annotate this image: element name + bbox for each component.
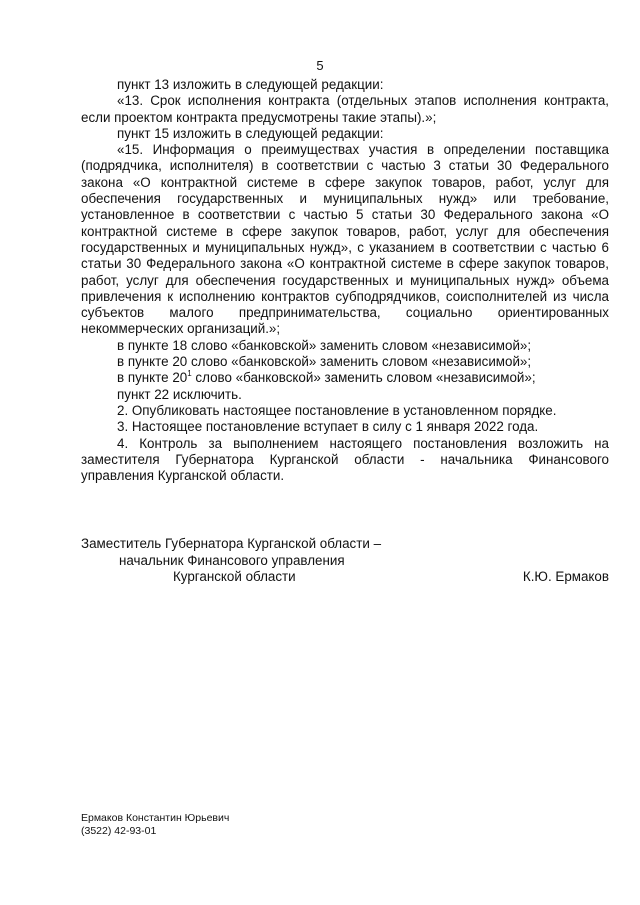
executor-footer [81, 812, 229, 838]
executor-name: Ермаков Константин Юрьевич [81, 812, 230, 824]
signatory-name: К.Ю. Ермаков [522, 569, 609, 584]
paragraph-item-18: в пункте 18 слово «банковской» заменить словом «независимой»; [117, 337, 532, 353]
signatory-position-line-2: начальник Финансового управления [119, 552, 345, 568]
paragraph-item-20-1 [81, 370, 609, 386]
item-20-1-superscript: 1 [187, 369, 192, 379]
paragraph-item-20: в пункте 20 слово «банковской» заменить словом «независимой»; [117, 354, 532, 370]
paragraph-publish: 2. Опубликовать настоящее постановление в установленном порядке. [117, 402, 557, 418]
paragraph-item-13-text: «13. Срок исполнения контракта (отдельных этапов исполнения контракта, если проектом контракта предусмотрены такие этапы).»; [81, 93, 609, 125]
signatory-position-line-1: Заместитель Губернатора Курганской области – [81, 536, 382, 551]
signature-block [81, 536, 609, 586]
page-number: 5 [316, 58, 324, 73]
paragraph-control: 4. Контроль за выполнением настоящего постановления возложить на заместителя Губернатора Курганской области - начальника Финансового управления Курганской области. [81, 435, 609, 484]
executor-phone: (3522) 42-93-01 [81, 825, 157, 837]
paragraph-item-22: пункт 22 исключить. [117, 386, 242, 402]
item-20-1-suffix: слово «банковской» заменить словом «независимой»; [191, 370, 536, 386]
signatory-position-line-3: Курганской области [173, 569, 296, 584]
document-body [81, 77, 609, 484]
paragraph-amend-item-13: пункт 13 изложить в следующей редакции: [117, 77, 384, 92]
paragraph-effective-date: 3. Настоящее постановление вступает в силу с 1 января 2022 года. [117, 419, 539, 435]
paragraph-amend-item-15: пункт 15 изложить в следующей редакции: [117, 125, 384, 141]
item-20-1-prefix: в пункте 20 [117, 370, 188, 386]
paragraph-item-15-text: «15. Информация о преимуществах участия в определении поставщика (подрядчика, исполнителя) в соответствии с частью 3 статьи 30 Федерального закона «О контрактной системе в сфере закупок товаров, работ, услуг для обеспечения государственных и муниципальных нужд» или требование, установленное в соответствии с частью 5 статьи 30 Федерального закона «О контрактной системе в сфере закупок товаров, работ, услуг для обеспечения государственных и муниципальных нужд», с указанием в соответствии с частью 6 статьи 30 Федерального закона «О контрактной системе в сфере закупок товаров, работ, услуг для обеспечения государственных и муниципальных нужд» объема привлечения к исполнению контрактов субподрядчиков, соисполнителей из числа субъектов малого предпринимательства, социально ориентированных некоммерческих организаций.»; [81, 142, 609, 337]
